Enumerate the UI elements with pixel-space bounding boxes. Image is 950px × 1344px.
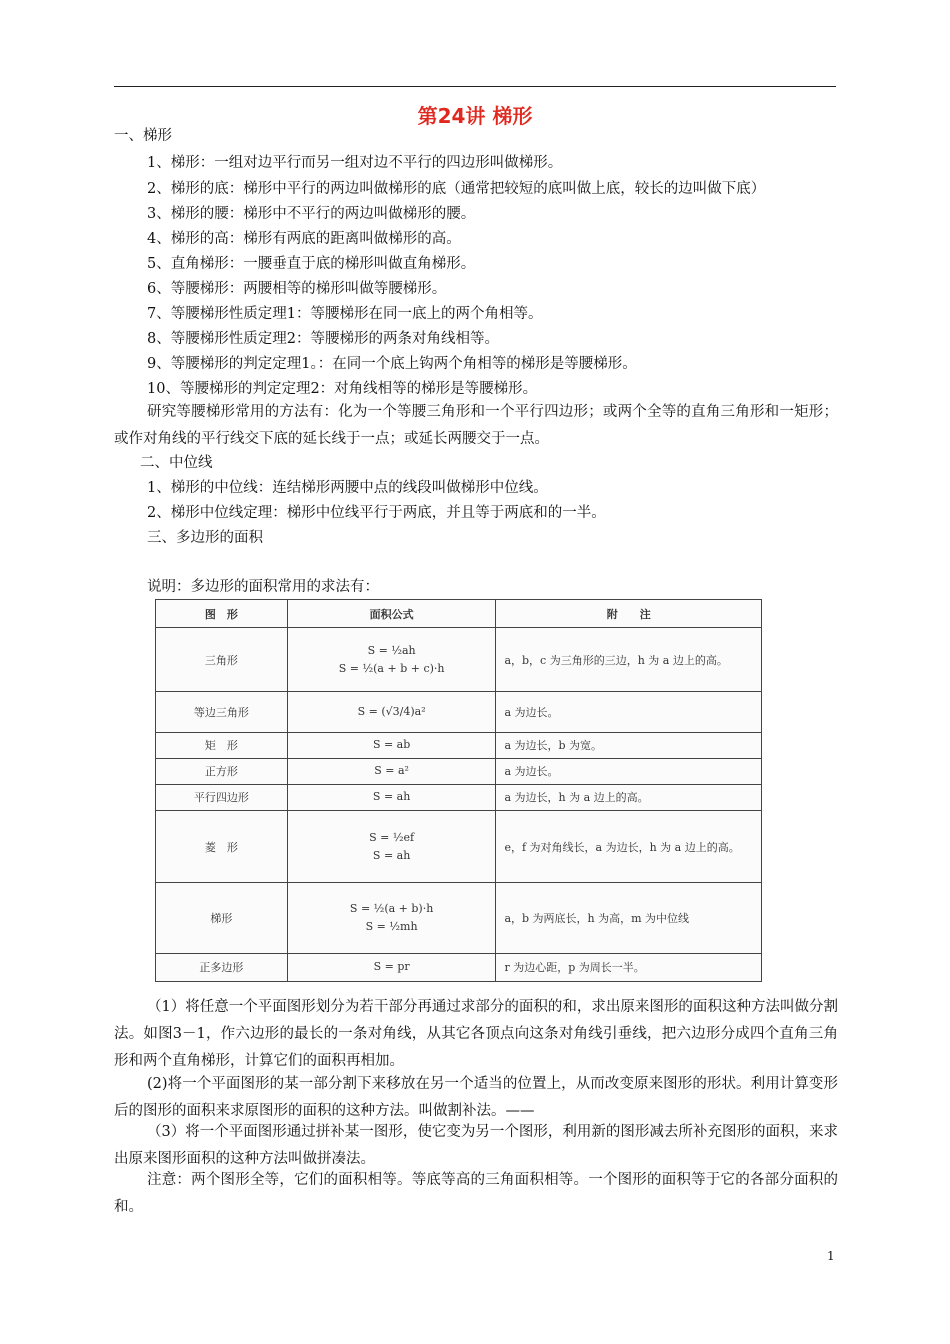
cell-shape: 正多边形	[156, 953, 288, 981]
table-row	[156, 732, 762, 758]
list-item: 7、等腰梯形性质定理1：等腰梯形在同一底上的两个角相等。	[147, 306, 543, 322]
area-note: 说明：多边形的面积常用的求法有：	[147, 579, 379, 595]
cell-formula	[287, 692, 496, 732]
cell-shape: 梯形	[156, 883, 288, 953]
formula-line: S = ½(a + b + c)·h	[338, 661, 445, 675]
cell-formula	[287, 784, 496, 810]
list-item: 2、梯形中位线定理：梯形中位线平行于两底，并且等于两底和的一半。	[147, 505, 606, 521]
cell-note: a 为边长。	[496, 758, 762, 784]
cell-shape: 矩 形	[156, 732, 288, 758]
formula-line: S = ½ef	[369, 830, 415, 844]
list-item: 2、梯形的底：梯形中平行的两边叫做梯形的底（通常把较短的底叫做上底，较长的边叫做下底）	[147, 181, 766, 197]
list-item: 1、梯形：一组对边平行而另一组对边不平行的四边形叫做梯形。	[147, 155, 563, 171]
header-formula: 面积公式	[287, 600, 496, 628]
header-rule	[114, 86, 836, 87]
formula-line: S = ½mh	[365, 920, 418, 934]
cell-formula	[287, 953, 496, 981]
table-row	[156, 628, 762, 692]
table-row	[156, 811, 762, 883]
cell-note: a，b 为两底长，h 为高，m 为中位线	[496, 883, 762, 953]
header-note: 附 注	[496, 600, 762, 628]
cell-note: a 为边长，b 为宽。	[496, 732, 762, 758]
list-item: 10、等腰梯形的判定定理2：对角线相等的梯形是等腰梯形。	[147, 381, 538, 397]
cell-note: a 为边长。	[496, 692, 762, 732]
method-paragraph-1: （1）将任意一个平面图形划分为若干部分再通过求部分的面积的和，求出原来图形的面积这种方法叫做分割法。如图3－1，作六边形的最长的一条对角线，从其它各顶点向这条对角线引垂线，把六边形分成四个直角三角形和两个直角梯形，计算它们的面积再相加。	[114, 999, 838, 1069]
list-item: 5、直角梯形：一腰垂直于底的梯形叫做直角梯形。	[147, 256, 476, 272]
formula-line: S = ½ah	[367, 643, 416, 657]
cell-formula	[287, 811, 496, 883]
cell-note: e，f 为对角线长，a 为边长，h 为 a 边上的高。	[496, 811, 762, 883]
cell-shape: 菱 形	[156, 811, 288, 883]
page-title: 第24讲 梯形	[417, 104, 533, 128]
page-number: 1	[827, 1249, 835, 1263]
section-heading-1: 一、梯形	[114, 128, 172, 144]
header-shape: 图 形	[156, 600, 288, 628]
cell-shape: 等边三角形	[156, 692, 288, 732]
section-heading-3: 三、多边形的面积	[147, 530, 263, 546]
table-row	[156, 953, 762, 981]
cell-note: a 为边长，h 为 a 边上的高。	[496, 784, 762, 810]
list-item: 9、等腰梯形的判定定理1。：在同一个底上钩两个角相等的梯形是等腰梯形。	[147, 356, 637, 372]
method-paragraph: 研究等腰梯形常用的方法有：化为一个等腰三角形和一个平行四边形；或两个全等的直角三角形和一矩形；或作对角线的平行线交下底的延长线于一点；或延长两腰交于一点。	[114, 404, 838, 447]
table-row	[156, 692, 762, 732]
method-paragraph-4: 注意：两个图形全等，它们的面积相等。等底等高的三角面积相等。一个图形的面积等于它的各部分面积的和。	[114, 1172, 838, 1215]
area-formula-table	[155, 599, 762, 982]
cell-note: a，b，c 为三角形的三边，h 为 a 边上的高。	[496, 628, 762, 692]
cell-shape: 平行四边形	[156, 784, 288, 810]
list-item: 3、梯形的腰：梯形中不平行的两边叫做梯形的腰。	[147, 206, 476, 222]
formula-line: S = pr	[373, 960, 410, 974]
method-paragraph-3: （3）将一个平面图形通过拼补某一图形，使它变为另一个图形，利用新的图形减去所补充图形的面积，来求出原来图形面积的这种方法叫做拼凑法。	[114, 1124, 838, 1167]
table-header-row	[156, 600, 762, 628]
method-paragraph-2: (2)将一个平面图形的某一部分割下来移放在另一个适当的位置上，从而改变原来图形的形状。利用计算变形后的图形的面积来求原图形的面积的这种方法。叫做割补法。——	[114, 1076, 838, 1119]
table-row	[156, 784, 762, 810]
list-item: 4、梯形的高：梯形有两底的距离叫做梯形的高。	[147, 231, 461, 247]
formula-line: S = ½(a + b)·h	[349, 902, 434, 916]
table-row	[156, 883, 762, 953]
cell-formula	[287, 758, 496, 784]
list-item: 8、等腰梯形性质定理2：等腰梯形的两条对角线相等。	[147, 331, 499, 347]
formula-line: S = a²	[374, 764, 409, 778]
formula-line: S = ah	[372, 848, 411, 862]
table-row	[156, 758, 762, 784]
cell-shape: 正方形	[156, 758, 288, 784]
cell-shape: 三角形	[156, 628, 288, 692]
cell-formula	[287, 732, 496, 758]
section-heading-2: 二、中位线	[140, 455, 213, 471]
cell-formula	[287, 628, 496, 692]
list-item: 1、梯形的中位线：连结梯形两腰中点的线段叫做梯形中位线。	[147, 480, 548, 496]
formula-line: S = (√3/4)a²	[357, 705, 426, 719]
list-item: 6、等腰梯形：两腰相等的梯形叫做等腰梯形。	[147, 281, 447, 297]
cell-note: r 为边心距，p 为周长一半。	[496, 953, 762, 981]
cell-formula	[287, 883, 496, 953]
formula-line: S = ah	[372, 790, 411, 804]
formula-line: S = ab	[372, 738, 411, 752]
